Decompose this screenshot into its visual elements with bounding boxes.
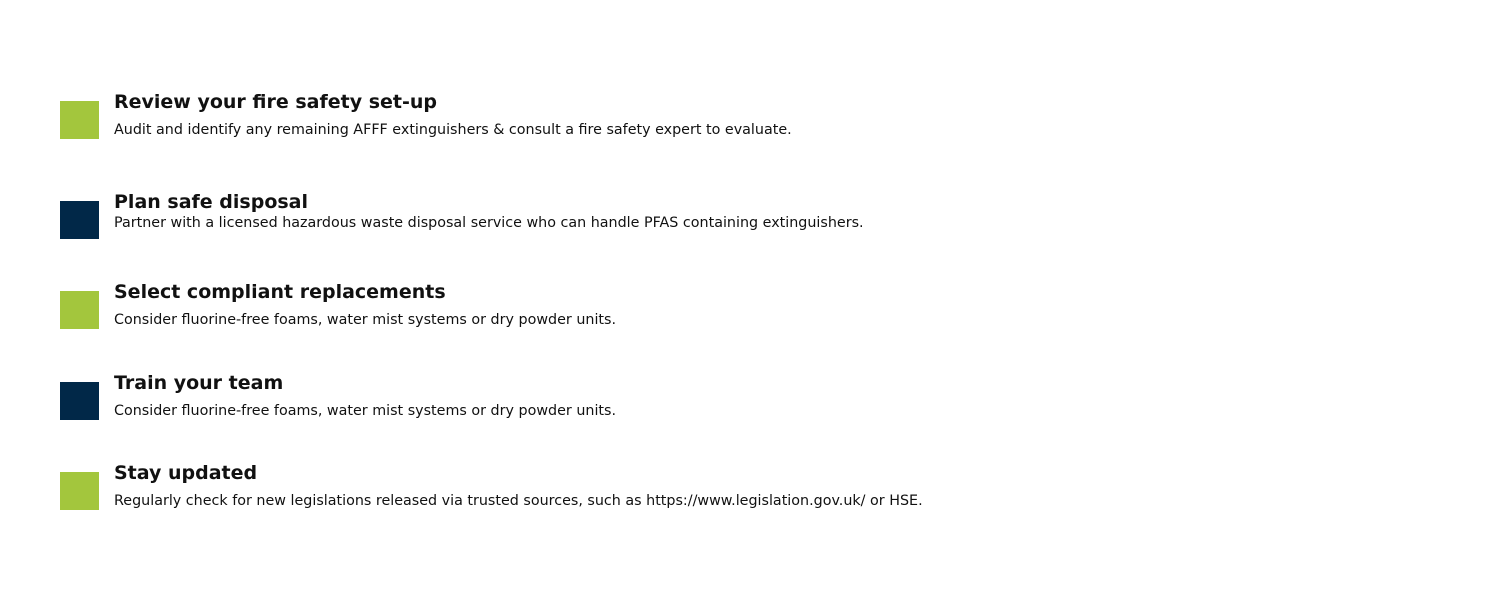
step-train-team: [60, 372, 1460, 432]
step-title: Review your fire safety set-up: [114, 91, 438, 113]
step-description: Consider fluorine-free foams, water mist systems or dry powder units.: [114, 312, 617, 328]
step-marker-square: [60, 382, 99, 420]
step-select-replacements: [60, 281, 1460, 341]
step-description: Audit and identify any remaining AFFF extinguishers & consult a fire safety expert to evaluate.: [114, 122, 792, 138]
step-stay-updated: [60, 462, 1460, 522]
step-description: Consider fluorine-free foams, water mist systems or dry powder units.: [114, 403, 617, 419]
step-title: Train your team: [114, 372, 284, 394]
step-marker-square: [60, 101, 99, 139]
step-marker-square: [60, 472, 99, 510]
step-plan-safe-disposal: [60, 191, 1460, 251]
step-title: Stay updated: [114, 462, 258, 484]
step-title: Plan safe disposal: [114, 191, 309, 213]
step-description: Partner with a licensed hazardous waste disposal service who can handle PFAS containing extinguishers.: [114, 215, 864, 231]
step-marker-square: [60, 291, 99, 329]
step-marker-square: [60, 201, 99, 239]
step-title: Select compliant replacements: [114, 281, 446, 303]
step-review-fire-safety: [60, 91, 1460, 151]
step-description: Regularly check for new legislations released via trusted sources, such as https://www.legislation.gov.uk/ or HSE.: [114, 493, 923, 509]
